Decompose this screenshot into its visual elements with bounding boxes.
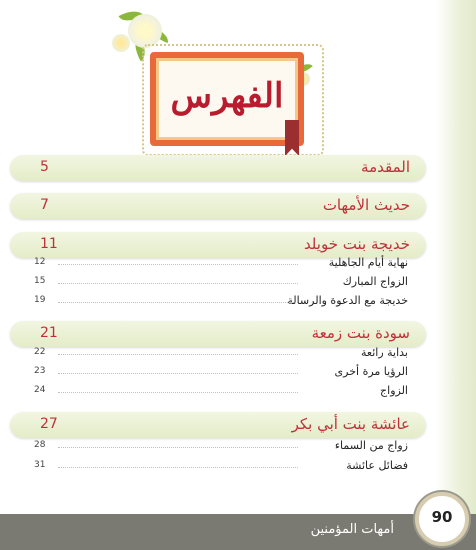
leader-dots: [58, 467, 298, 468]
toc-entry[interactable]: [30, 255, 418, 273]
entry-page-number: 23: [34, 366, 46, 376]
toc-section[interactable]: [10, 412, 426, 438]
entry-title: الزواج المبارك: [342, 275, 408, 288]
toc-section[interactable]: [10, 155, 426, 181]
leader-dots: [58, 447, 298, 448]
entry-page-number: 28: [34, 440, 46, 450]
toc-entry[interactable]: [30, 274, 418, 292]
toc-section[interactable]: [10, 321, 426, 347]
section-page-number: 27: [40, 416, 58, 432]
page-footer: [0, 514, 476, 550]
section-title: حديث الأمهات: [322, 196, 410, 214]
section-page-number: 7: [40, 197, 49, 213]
toc-entry[interactable]: [30, 345, 418, 363]
entry-title: نهاية أيام الجاهلية: [328, 256, 408, 269]
entry-page-number: 19: [34, 295, 46, 305]
entry-page-number: 24: [34, 385, 46, 395]
flower-decoration: [112, 34, 130, 52]
entry-page-number: 31: [34, 460, 46, 470]
section-title: سودة بنت زمعة: [311, 324, 410, 342]
section-title: خديجة بنت خويلد: [303, 235, 410, 253]
page-number-badge: [415, 492, 469, 546]
toc-entry[interactable]: [30, 364, 418, 382]
page-title: الفهرس: [170, 76, 284, 116]
leader-dots: [58, 283, 298, 284]
section-page-number: 11: [40, 236, 58, 252]
section-title: المقدمة: [361, 158, 410, 176]
leader-dots: [58, 373, 298, 374]
section-page-number: 5: [40, 159, 49, 175]
entry-title: خديجة مع الدعوة والرسالة: [287, 294, 408, 307]
entry-title: الزواج: [380, 384, 408, 397]
entry-title: فضائل عائشة: [346, 459, 408, 472]
leader-dots: [58, 354, 298, 355]
footer-book-title: أمهات المؤمنين: [310, 522, 394, 537]
entry-title: زواج من السماء: [334, 439, 408, 452]
flower-decoration: [128, 14, 162, 48]
entry-page-number: 12: [34, 257, 46, 267]
page-edge-shade: [436, 0, 476, 550]
toc-entry[interactable]: [30, 383, 418, 401]
toc-entry[interactable]: [30, 458, 418, 476]
title-frame: [150, 52, 304, 146]
entry-title: بداية رائعة: [361, 346, 408, 359]
entry-page-number: 22: [34, 347, 46, 357]
entry-page-number: 15: [34, 276, 46, 286]
toc-entry[interactable]: [30, 293, 418, 311]
section-title: عائشة بنت أبي بكر: [291, 415, 410, 433]
entry-title: الرؤيا مرة أخرى: [334, 365, 408, 378]
section-page-number: 21: [40, 325, 58, 341]
page-number: 90: [431, 508, 453, 526]
toc-entry[interactable]: [30, 438, 418, 456]
toc-section[interactable]: [10, 193, 426, 219]
leader-dots: [58, 392, 298, 393]
leader-dots: [58, 302, 298, 303]
leader-dots: [58, 264, 298, 265]
